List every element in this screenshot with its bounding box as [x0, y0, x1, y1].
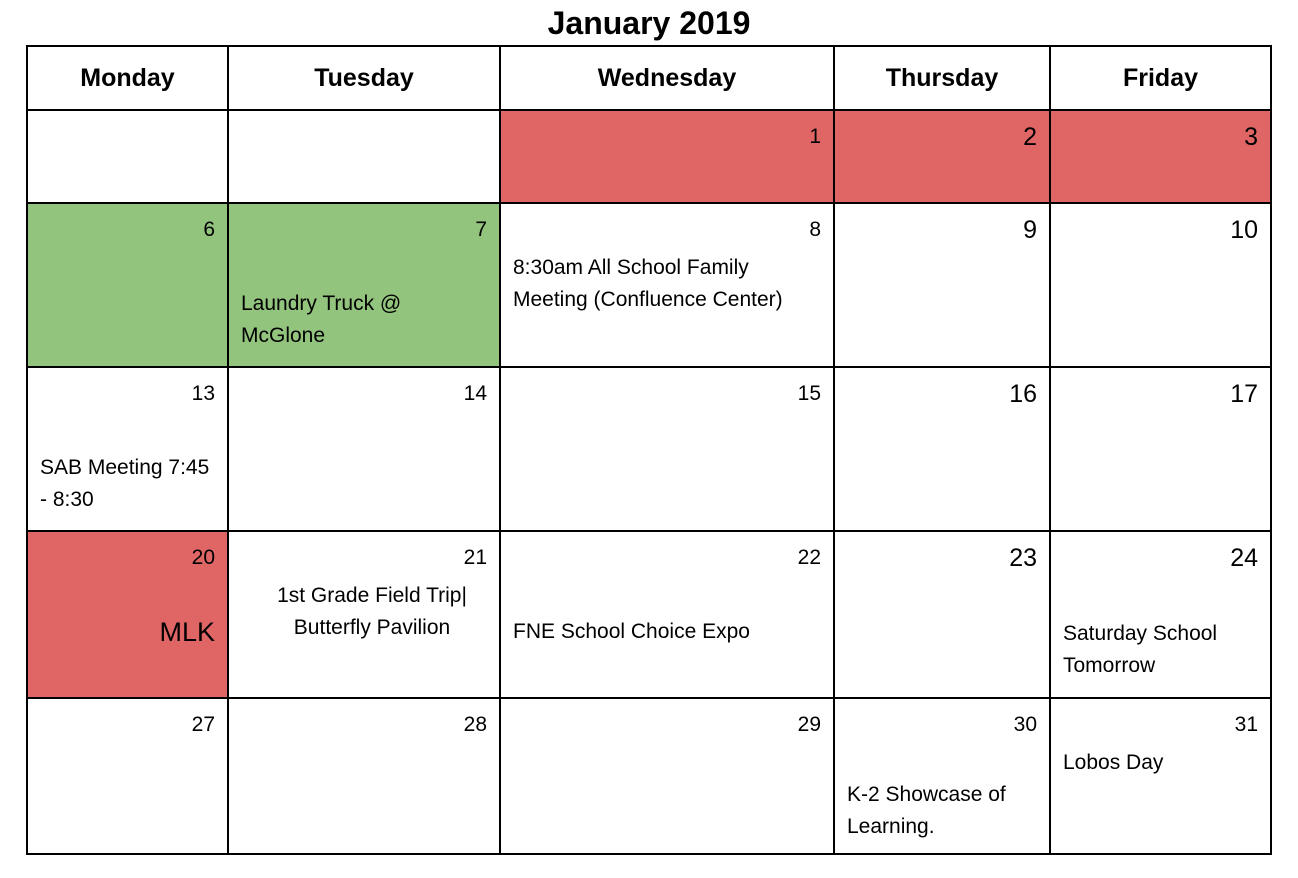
event-text: Saturday School Tomorrow	[1063, 622, 1218, 677]
day-cell-17	[1050, 367, 1271, 531]
day-cell-24	[1050, 531, 1271, 698]
day-cell-20	[27, 531, 228, 698]
week-row	[27, 110, 1271, 203]
day-number: 27	[191, 713, 215, 736]
event-text: 8:30am All School Family Meeting (Confluence Center)	[513, 256, 783, 311]
day-cell-21	[228, 531, 500, 698]
day-cell-2	[834, 110, 1050, 203]
day-cell-10	[1050, 203, 1271, 367]
week-row	[27, 203, 1271, 367]
day-number: 17	[1230, 380, 1258, 408]
event-text: 1st Grade Field Trip| Butterfly Pavilion	[277, 584, 467, 639]
day-cell-6	[27, 203, 228, 367]
day-cell-27	[27, 698, 228, 854]
day-number: 6	[203, 218, 215, 241]
day-cell-7	[228, 203, 500, 367]
day-number: 31	[1234, 713, 1258, 736]
header-monday: Monday	[27, 46, 228, 110]
week-row	[27, 531, 1271, 698]
day-cell-28	[228, 698, 500, 854]
day-number: 1	[809, 125, 821, 148]
calendar-title: January 2019	[547, 5, 751, 41]
day-number: 23	[1009, 544, 1037, 572]
header-friday: Friday	[1050, 46, 1271, 110]
day-cell-23	[834, 531, 1050, 698]
day-number: 28	[463, 713, 487, 736]
day-number: 14	[463, 382, 487, 405]
day-number: 10	[1230, 216, 1258, 244]
day-cell-30	[834, 698, 1050, 854]
day-cell-1	[500, 110, 834, 203]
event-text: FNE School Choice Expo	[513, 620, 750, 643]
day-number: 15	[797, 382, 821, 405]
day-cell-8	[500, 203, 834, 367]
day-number: 2	[1023, 123, 1037, 151]
day-cell-29	[500, 698, 834, 854]
day-cell-15	[500, 367, 834, 531]
event-text: Lobos Day	[1063, 751, 1164, 774]
day-number: 3	[1244, 123, 1258, 151]
day-number: 7	[475, 218, 487, 241]
week-row	[27, 698, 1271, 854]
weekday-header-row	[27, 46, 1271, 110]
event-text: MLK	[159, 617, 215, 647]
day-cell-9	[834, 203, 1050, 367]
day-number: 21	[463, 546, 487, 569]
day-number: 22	[797, 546, 821, 569]
day-number: 29	[797, 713, 821, 736]
header-thursday: Thursday	[834, 46, 1050, 110]
day-cell-13	[27, 367, 228, 531]
day-cell-empty	[228, 110, 500, 203]
event-text: SAB Meeting 7:45 - 8:30	[40, 456, 210, 511]
header-tuesday: Tuesday	[228, 46, 500, 110]
day-cell-31	[1050, 698, 1271, 854]
calendar-grid	[26, 45, 1272, 855]
event-text: Laundry Truck @ McGlone	[241, 292, 402, 347]
week-row	[27, 367, 1271, 531]
day-number: 13	[191, 382, 215, 405]
day-cell-empty	[27, 110, 228, 203]
day-number: 8	[809, 218, 821, 241]
day-number: 9	[1023, 216, 1037, 244]
day-cell-3	[1050, 110, 1271, 203]
day-number: 20	[191, 546, 215, 569]
day-cell-14	[228, 367, 500, 531]
day-number: 16	[1009, 380, 1037, 408]
day-number: 24	[1230, 544, 1258, 572]
day-cell-22	[500, 531, 834, 698]
event-text: K-2 Showcase of Learning.	[847, 783, 1006, 838]
header-wednesday: Wednesday	[500, 46, 834, 110]
day-number: 30	[1013, 713, 1037, 736]
day-cell-16	[834, 367, 1050, 531]
